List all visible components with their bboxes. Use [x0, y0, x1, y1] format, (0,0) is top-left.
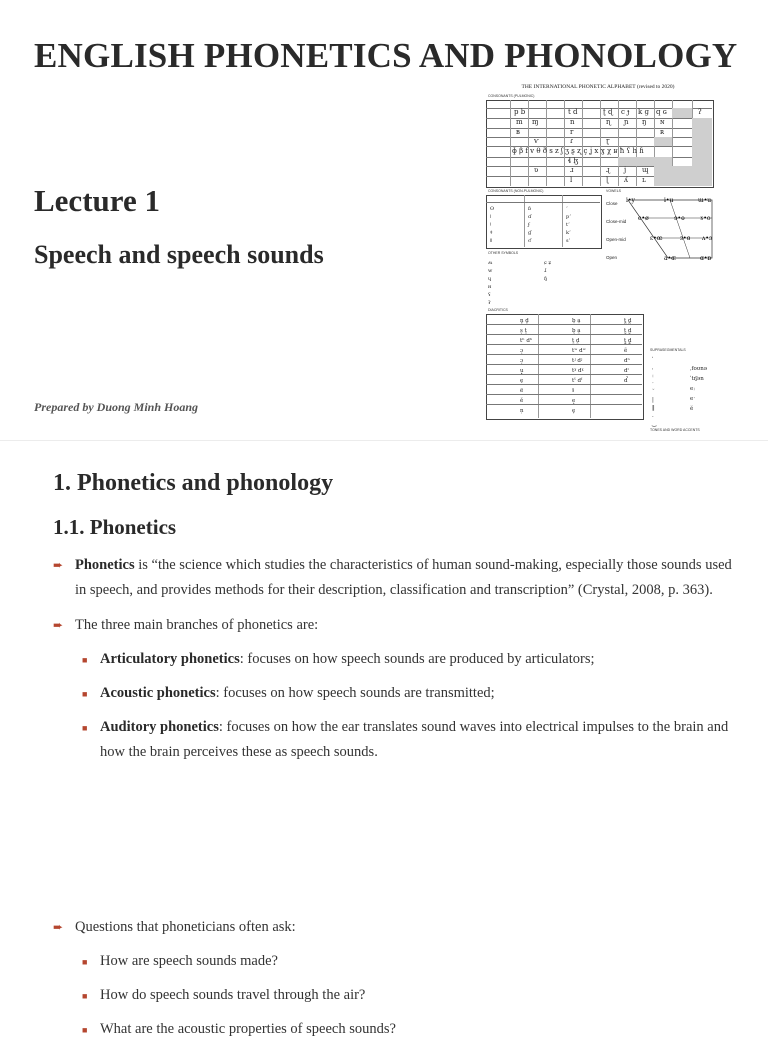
ipa-symbol: ʀ	[660, 128, 665, 136]
ipa-symbol: l	[570, 176, 573, 184]
svg-text:ɘ•ɵ: ɘ•ɵ	[674, 215, 685, 222]
ipa-symbol: t̪ d̪ t̺ d̺ t̻ d̻ ẽ dⁿ dˡ d̚	[624, 318, 632, 384]
ipa-symbol: ˈ ˌ ː ˑ ˘ | ‖ . ‿	[652, 357, 657, 427]
ipa-symbol: n̥ d̥ s̬ t̬ tʰ dʰ ɔ̹ ɔ̜ u̟ e̠ ë ě n̩	[520, 318, 533, 414]
ipa-label: Close	[606, 201, 618, 206]
branches-intro-bullet	[53, 613, 740, 638]
ipa-symbol: ɸ β f v θ ð s z ʃ ʒ ʂ ʐ ç ʝ x ɣ χ ʁ ħ ʕ h ɦ	[512, 147, 644, 155]
branch-term: Acoustic phonetics	[100, 685, 216, 701]
svg-text:ɛ•œ: ɛ•œ	[650, 235, 663, 242]
ipa-symbol: ɹ	[570, 166, 574, 174]
ipa-symbol: ⱱ	[534, 137, 539, 145]
ipa-symbol: ɽ	[606, 137, 610, 145]
ipa-symbol: n	[570, 118, 575, 126]
branch-term: Articulatory phonetics	[100, 651, 240, 667]
ipa-symbol: ɱ	[532, 118, 539, 126]
ipa-tones-label: TONES AND WORD ACCENTS	[650, 428, 700, 432]
lecture-number: Lecture 1	[34, 183, 160, 218]
branch-text: : focuses on how speech sounds are produced by articulators;	[239, 651, 595, 667]
ipa-consonants-label: CONSONANTS (PULMONIC)	[488, 94, 535, 98]
svg-text:ɑ•ɒ: ɑ•ɒ	[700, 255, 712, 262]
questions-intro-bullet	[53, 915, 740, 940]
branch-term: Auditory phonetics	[100, 719, 219, 735]
definition-bullet	[53, 553, 740, 603]
ipa-symbol: j	[624, 166, 627, 174]
ipa-diacritics-label: DIACRITICS	[488, 308, 508, 312]
square-bullet-icon: ■	[82, 1025, 88, 1035]
square-bullet-icon: ■	[82, 957, 88, 967]
ipa-symbol: ɲ	[624, 118, 629, 126]
ipa-chart-title: THE INTERNATIONAL PHONETIC ALPHABET (revised to 2020)	[521, 84, 675, 90]
ipa-symbol: c ɟ	[621, 108, 630, 116]
ipa-symbol: ɴ	[660, 118, 665, 126]
arrow-bullet-icon: ➨	[53, 920, 64, 934]
svg-text:a•ɶ: a•ɶ	[664, 255, 676, 262]
ipa-symbol: k ɡ	[638, 108, 649, 116]
ipa-symbol: ʼ pʼ tʼ kʼ sʼ	[566, 206, 571, 244]
square-bullet-icon: ■	[82, 689, 88, 699]
ipa-symbol: m	[516, 118, 523, 126]
ipa-symbol: t d	[568, 108, 578, 116]
ipa-symbol: ɬ ɮ	[568, 157, 579, 165]
ipa-symbol: ŋ	[642, 118, 647, 126]
ipa-symbol: ʈ ɖ	[603, 108, 613, 116]
svg-text:i•y: i•y	[626, 197, 635, 204]
question-text: How do speech sounds travel through the air?	[100, 987, 366, 1003]
ipa-nonpulmonic-label: CONSONANTS (NON-PULMONIC)	[488, 189, 544, 193]
ipa-symbol: ɾ	[570, 137, 574, 145]
svg-text:ɨ•ʉ: ɨ•ʉ	[664, 197, 674, 204]
ipa-label: Close-mid	[606, 219, 627, 224]
ipa-symbol: ɭ	[606, 176, 609, 184]
branch-item	[82, 715, 740, 765]
ipa-symbol: p b	[514, 108, 526, 116]
ipa-other-label: OTHER SYMBOLS	[488, 251, 519, 255]
svg-text:e•ø: e•ø	[638, 215, 649, 222]
svg-text:ɯ•u: ɯ•u	[698, 197, 712, 204]
ipa-symbol: ɳ	[606, 118, 611, 126]
ipa-symbol: ʘ ǀ ǃ ǂ ǁ	[490, 206, 495, 244]
square-bullet-icon: ■	[82, 723, 88, 733]
ipa-label: Open-mid	[606, 237, 626, 242]
ipa-symbol: ʟ	[642, 176, 646, 184]
question-item	[82, 983, 740, 1008]
ipa-symbol: r	[570, 128, 574, 136]
question-text: How are speech sounds made?	[100, 953, 278, 969]
arrow-bullet-icon: ➨	[53, 618, 64, 632]
ipa-symbol: ʋ	[534, 166, 539, 174]
branch-text: : focuses on how the ear translates sound waves into electrical impulses to the brain and how the brain perceives these as speech sounds.	[100, 719, 729, 760]
ipa-chart-image	[478, 84, 718, 430]
question-item	[82, 949, 740, 974]
slide-divider	[0, 440, 768, 441]
ipa-vowel-trapezoid	[624, 196, 716, 262]
definition-text: is “the science which studies the characteristics of human sound-making, especially those sounds used in speech, and provides methods for their description, classification and transcription” (Crystal, 2008, p. 363).	[75, 557, 732, 598]
ipa-symbol: q ɢ	[656, 108, 667, 116]
branch-item	[82, 681, 740, 706]
svg-text:ɜ•ɞ: ɜ•ɞ	[680, 235, 691, 242]
course-title: ENGLISH PHONETICS AND PHONOLOGY	[34, 36, 738, 75]
square-bullet-icon: ■	[82, 655, 88, 665]
ipa-symbol: ʙ	[516, 128, 520, 136]
ipa-symbol: ʔ	[698, 108, 702, 116]
question-item	[82, 1017, 740, 1042]
svg-text:ɤ•o: ɤ•o	[700, 215, 711, 222]
ipa-symbol: ʎ	[624, 176, 628, 184]
ipa-supra-label: SUPRASEGMENTALS	[650, 348, 686, 352]
ipa-symbol: ɰ	[642, 166, 649, 174]
ipa-label: Open	[606, 255, 618, 260]
svg-text:ʌ•ɔ: ʌ•ɔ	[702, 235, 713, 242]
branches-intro-text: The three main branches of phonetics are:	[75, 617, 319, 633]
ipa-symbol: ʍ w ɥ ʜ ʢ ʡ	[488, 260, 493, 306]
question-text: What are the acoustic properties of speech sounds?	[100, 1021, 396, 1037]
ipa-nonpulmonic-table	[486, 195, 602, 249]
questions-intro-text: Questions that phoneticians often ask:	[75, 919, 296, 935]
lecture-subtitle: Speech and speech sounds	[34, 240, 324, 269]
branch-text: : focuses on how speech sounds are transmitted;	[215, 685, 495, 701]
branch-item	[82, 647, 740, 672]
square-bullet-icon: ■	[82, 991, 88, 1001]
ipa-symbol: b̤ a̤ b̰ a̰ t̼ d̼ tʷ dʷ tʲ dʲ tˠ dˠ tˤ dˤ ɫ e̝ e̞	[572, 318, 586, 414]
definition-term: Phonetics	[75, 557, 135, 573]
lecture-slide	[0, 0, 768, 440]
ipa-symbol: ɻ	[606, 166, 610, 174]
arrow-bullet-icon: ➨	[53, 558, 64, 572]
ipa-symbol: ɓ ɗ ʄ ɠ ʛ	[528, 206, 532, 244]
ipa-vowels-label: VOWELS	[606, 189, 621, 193]
section-heading: 1. Phonetics and phonology	[53, 470, 334, 496]
subsection-heading: 1.1. Phonetics	[53, 515, 177, 539]
author-credit: Prepared by Duong Minh Hoang	[34, 400, 199, 414]
ipa-symbol: ˌfoʊnəˈtɪʃən eː eˑ ĕ	[690, 366, 708, 412]
ipa-symbol: ɕ ʑ ɺ ɧ	[544, 260, 552, 282]
